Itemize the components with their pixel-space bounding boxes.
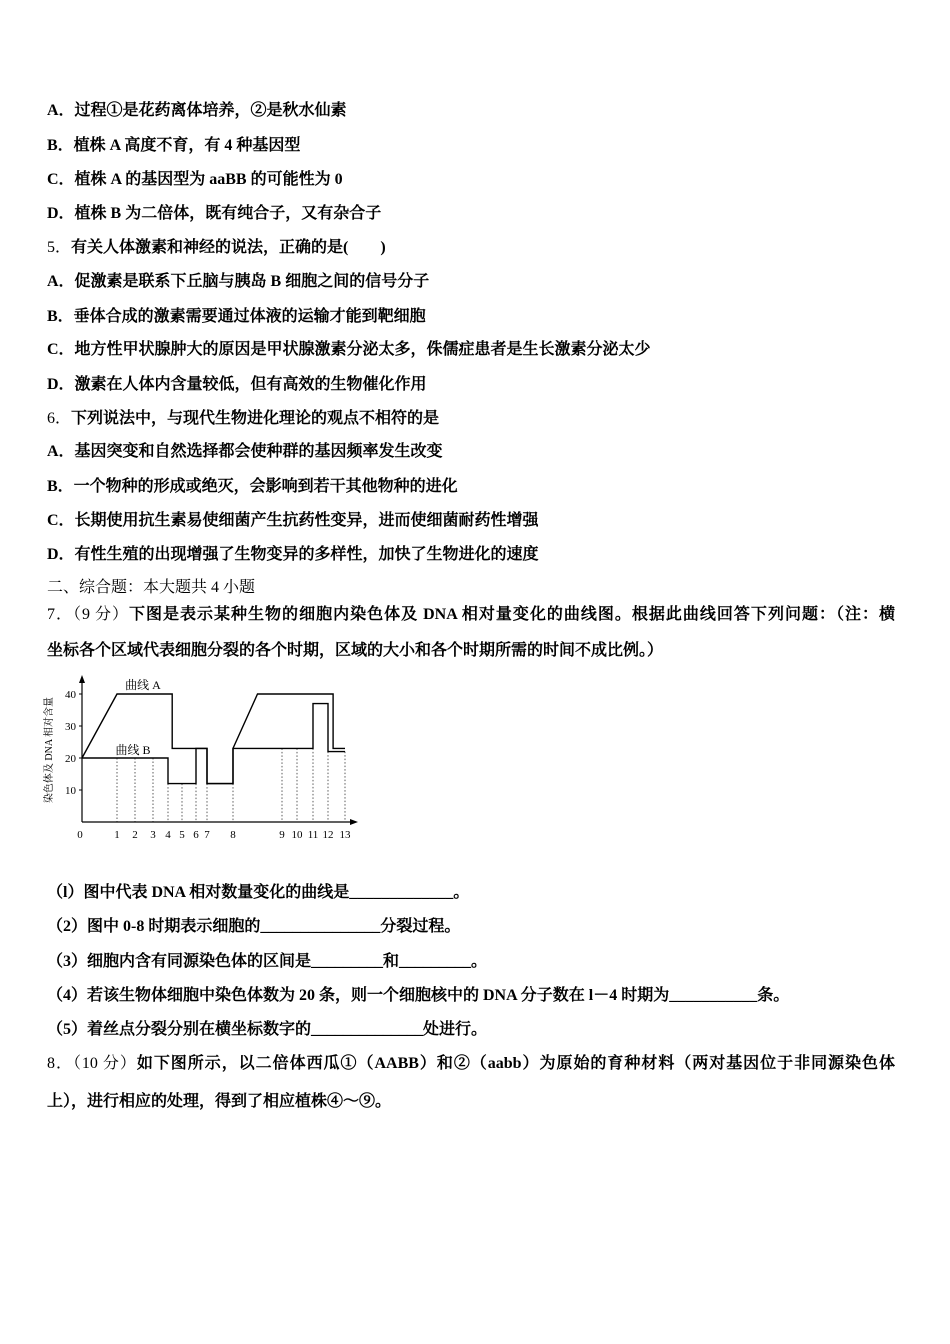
q8-stem-line-1	[47, 1054, 895, 1074]
q7-sub-3: （3）细胞内含有同源染色体的区间是_________和_________。	[47, 953, 488, 970]
q4-option-c: C．植株 A 的基因型为 aaBB 的可能性为 0	[47, 171, 343, 188]
q7-stem-1: 下图是表示某种生物的细胞内染色体及 DNA 相对量变化的曲线图。根据此曲线回答下列问题：（注：横	[129, 606, 895, 623]
q5-option-b: B．垂体合成的激素需要通过体液的运输才能到靶细胞	[47, 308, 426, 325]
y-tick-label: 40	[65, 689, 76, 701]
y-axis-arrow	[79, 675, 85, 683]
y-axis-label: 染色体及 DNA 相对含量	[44, 696, 55, 804]
q5-option-d: D．激素在人体内含量较低，但有高效的生物催化作用	[47, 376, 427, 393]
q5-stem: 有关人体激素和神经的说法，正确的是( )	[71, 239, 386, 256]
grid-layer	[117, 748, 345, 822]
x-tick-label: 8	[230, 829, 236, 841]
x-tick-label: 9	[279, 829, 285, 841]
x-tick-label: 6	[193, 829, 199, 841]
q7-stem-line-1	[47, 605, 895, 625]
q6-option-a: A．基因突变和自然选择都会使种群的基因频率发生改变	[47, 443, 443, 460]
q7-score: （9 分）	[73, 606, 130, 623]
x-tick-label: 11	[307, 829, 319, 841]
q7-sub-2: （2）图中 0-8 时期表示细胞的_______________分裂过程。	[47, 918, 461, 935]
q6-option-d: D．有性生殖的出现增强了生物变异的多样性，加快了生物进化的速度	[47, 546, 539, 563]
curve-b-label: 曲线 B	[115, 743, 151, 757]
curve-a-line	[82, 694, 345, 784]
q6-option-c: C．长期使用抗生素易使细菌产生抗药性变异，进而使细菌耐药性增强	[47, 512, 539, 529]
x-tick-label: 2	[132, 829, 138, 841]
q6-number: 6．	[47, 410, 72, 427]
y-tick-label: 30	[65, 721, 76, 733]
q6-stem: 下列说法中，与现代生物进化理论的观点不相符的是	[71, 410, 440, 427]
section-title: 二、综合题：本大题共 4 小题	[47, 579, 256, 596]
q5-stem-line	[47, 238, 386, 258]
q7-sub-5: （5）着丝点分裂分别在横坐标数字的______________处进行。	[47, 1021, 488, 1038]
curve-layer	[82, 694, 345, 784]
x-tick-label: 5	[179, 829, 185, 841]
q4-option-d: D．植株 B 为二倍体，既有纯合子，又有杂合子	[47, 205, 382, 222]
curve-a-label: 曲线 A	[125, 678, 161, 692]
x-tick-label: 12	[322, 829, 334, 841]
q8-stem-line-2: 上），进行相应的处理，得到了相应植株④～⑨。	[47, 1093, 392, 1110]
chromosome-dna-chart	[40, 670, 360, 850]
q6-stem-line	[47, 409, 439, 429]
q4-option-b: B．植株 A 高度不育，有 4 种基因型	[47, 137, 301, 154]
q4-option-a: A．过程①是花药离体培养，②是秋水仙素	[47, 102, 347, 119]
x-tick-label: 0	[77, 829, 83, 841]
q8-number: 8．	[47, 1055, 73, 1072]
q5-option-c: C．地方性甲状腺肿大的原因是甲状腺激素分泌太多，侏儒症患者是生长激素分泌太少	[47, 341, 651, 358]
q6-option-b: B．一个物种的形成或绝灭，会影响到若干其他物种的进化	[47, 478, 458, 495]
q8-score: （10 分）	[72, 1055, 137, 1072]
x-tick-label: 13	[339, 829, 351, 841]
x-tick-label: 10	[291, 829, 303, 841]
q7-sub-1: （l）图中代表 DNA 相对数量变化的曲线是_____________。	[47, 884, 470, 901]
q7-sub-4: （4）若该生物体细胞中染色体数为 20 条，则一个细胞核中的 DNA 分子数在 l－4 时期为___________条。	[47, 987, 790, 1004]
q5-option-a: A．促激素是联系下丘脑与胰岛 B 细胞之间的信号分子	[47, 273, 430, 290]
y-tick-label: 20	[65, 753, 76, 765]
q5-number: 5．	[47, 239, 72, 256]
q7-number: 7．	[47, 606, 74, 623]
x-tick-label: 4	[165, 829, 171, 841]
q8-stem-1: 如下图所示，以二倍体西瓜①（AABB）和②（aabb）为原始的育种材料（两对基因位于非同源染色体	[136, 1055, 895, 1072]
x-tick-label: 7	[204, 829, 210, 841]
x-tick-label: 3	[150, 829, 156, 841]
x-tick-label: 1	[114, 829, 120, 841]
q7-stem-line-2: 坐标各个区域代表细胞分裂的各个时期，区域的大小和各个时期所需的时间不成比例。）	[47, 642, 664, 659]
y-tick-label: 10	[65, 785, 76, 797]
x-axis-arrow	[350, 819, 358, 825]
